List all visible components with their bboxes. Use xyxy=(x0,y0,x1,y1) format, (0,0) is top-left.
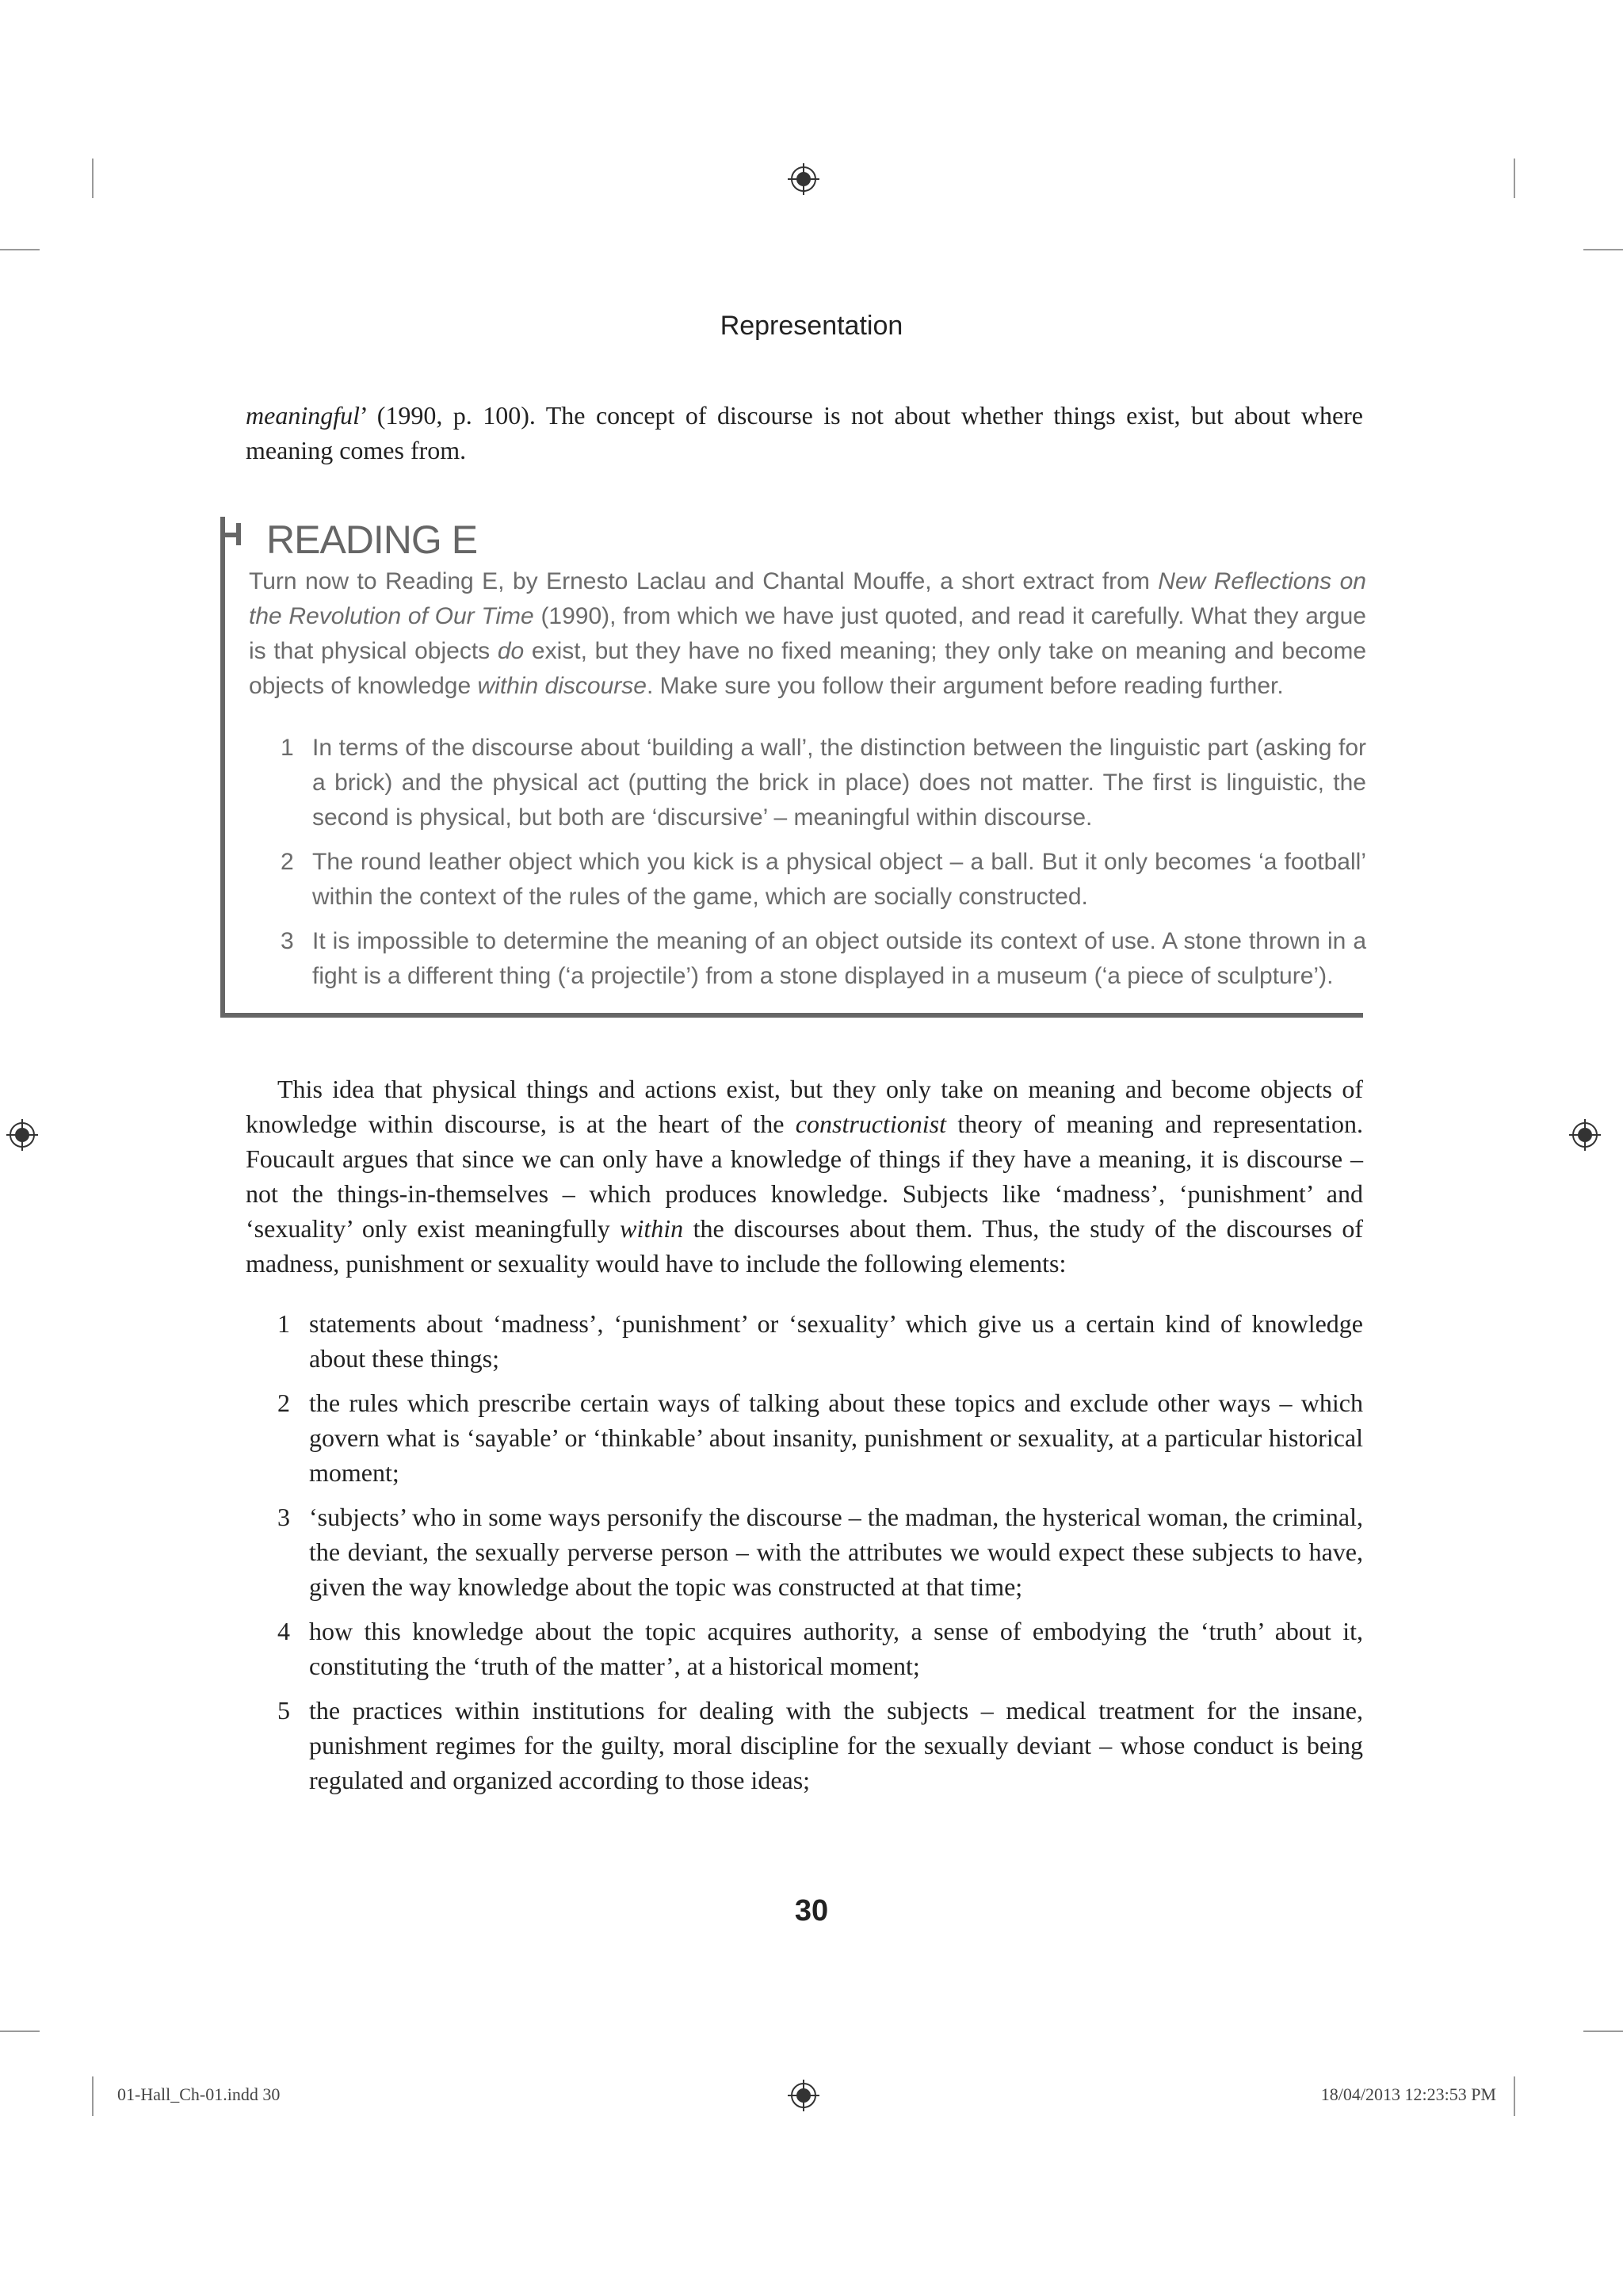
item-text: In terms of the discourse about ‘building a wall’, the distinction between the linguistic part (asking for a brick) and the physical act (putting the brick in place) does not matter. The first is linguistic, the second is physical, but both are ‘discursive’ – meaningful within discourse. xyxy=(312,735,1366,831)
item-text: the practices within institutions for dealing with the subjects – medical treatment for the insane, punishment regimes for the guilty, moral discipline for the sexually deviant – whose conduct is being regulated and organized according to those ideas; xyxy=(309,1696,1363,1794)
main-text: This idea that physical things and actions exist, but they only take on meaning and become objects of knowledge within discourse, is at the heart of the xyxy=(246,1075,1363,1138)
item-number: 3 xyxy=(281,928,294,954)
intro-paragraph xyxy=(246,398,1363,468)
registration-mark-icon xyxy=(788,2080,819,2111)
crop-mark xyxy=(1583,2030,1623,2032)
reading-list-item xyxy=(249,845,1366,915)
crop-mark xyxy=(1583,249,1623,250)
running-head: Representation xyxy=(720,311,903,341)
reading-text: (1990), from which we have just quoted, and read it carefully. What they argue is that physical objects xyxy=(249,603,1366,664)
registration-mark-icon xyxy=(788,163,819,195)
intro-italic: meaningful xyxy=(246,401,360,430)
crop-mark xyxy=(0,249,40,250)
reading-text: exist, but they have no fixed meaning; they only take on meaning and become objects of knowledge xyxy=(249,638,1367,699)
item-number: 2 xyxy=(277,1389,290,1417)
reading-list-item xyxy=(249,731,1366,835)
elements-list xyxy=(246,1306,1363,1807)
crop-mark xyxy=(92,2076,94,2116)
main-text: theory of meaning and representation. Foucault argues that since we can only have a knowledge of things if they have a meaning, it is discourse – not the things-in-themselves – which produces knowledge. Subjects like ‘madness’, ‘punishment’ and ‘sexuality’ only exist meaningfully xyxy=(246,1110,1364,1243)
reading-text: Turn now to Reading E, by Ernesto Laclau and Chantal Mouffe, a short extract from xyxy=(249,568,1159,594)
item-text: It is impossible to determine the meaning of an object outside its context of use. A stone thrown in a fight is a different thing (‘a projectile’) from a stone displayed in a museum (‘a piece of sculpture’). xyxy=(312,928,1366,989)
item-text: the rules which prescribe certain ways of talking about these topics and exclude other ways – which govern what is ‘sayable’ or ‘thinkable’ about insanity, punishment or sexuality, at a particular historical moment; xyxy=(309,1389,1363,1487)
main-emphasis: within xyxy=(620,1214,684,1243)
registration-mark-icon xyxy=(1569,1119,1601,1151)
item-number: 3 xyxy=(277,1503,290,1531)
registration-mark-icon xyxy=(6,1119,38,1151)
item-number: 1 xyxy=(277,1309,290,1338)
item-text: how this knowledge about the topic acquires authority, a sense of embodying the ‘truth’ about it, constituting the ‘truth of the matter’, at a historical moment; xyxy=(309,1617,1363,1680)
item-number: 2 xyxy=(281,849,294,875)
slug-filename: 01-Hall_Ch-01.indd 30 xyxy=(117,2084,281,2104)
list-item xyxy=(246,1385,1363,1490)
reading-list xyxy=(249,731,1366,1003)
reading-emphasis: do xyxy=(497,638,525,664)
crop-mark xyxy=(1514,2076,1515,2116)
crop-mark xyxy=(0,2030,40,2032)
item-number: 1 xyxy=(281,735,294,761)
item-number: 5 xyxy=(277,1696,290,1725)
reading-box xyxy=(220,517,1367,1018)
intro-text: ’ (1990, p. 100). The concept of discourse is not about whether things exist, but about where meaning comes from. xyxy=(246,401,1363,464)
reading-box-tick xyxy=(236,523,241,545)
reading-instructions xyxy=(249,564,1366,704)
list-item xyxy=(246,1499,1363,1604)
item-number: 4 xyxy=(277,1617,290,1645)
list-item xyxy=(246,1693,1363,1797)
main-emphasis: constructionist xyxy=(795,1110,947,1138)
item-text: The round leather object which you kick is a physical object – a ball. But it only becomes ‘a football’ within the context of the rules of the game, which are socially constructed. xyxy=(312,849,1366,910)
item-text: statements about ‘madness’, ‘punishment’ or ‘sexuality’ which give us a certain kind of knowledge about these things; xyxy=(309,1309,1363,1373)
reading-emphasis: within discourse xyxy=(477,673,647,699)
main-text: the discourses about them. Thus, the study of the discourses of madness, punishment or sexuality would have to include the following elements: xyxy=(246,1214,1364,1278)
main-paragraph xyxy=(246,1072,1363,1281)
list-item xyxy=(246,1306,1363,1376)
page-number: 30 xyxy=(794,1894,829,1927)
crop-mark xyxy=(92,159,94,198)
reading-text: . Make sure you follow their argument before reading further. xyxy=(646,673,1284,699)
reading-book-title: New Reflections on the Revolution of Our Time xyxy=(249,568,1366,629)
list-item xyxy=(246,1614,1363,1683)
reading-list-item xyxy=(249,924,1366,994)
slug-timestamp: 18/04/2013 12:23:53 PM xyxy=(1320,2084,1496,2104)
crop-mark xyxy=(1514,159,1515,198)
item-text: ‘subjects’ who in some ways personify the discourse – the madman, the hysterical woman, the criminal, the deviant, the sexually perverse person – with the attributes we would expect these subjects to have, given the way knowledge about the topic was constructed at that time; xyxy=(309,1503,1363,1601)
reading-title: READING E xyxy=(266,518,478,562)
